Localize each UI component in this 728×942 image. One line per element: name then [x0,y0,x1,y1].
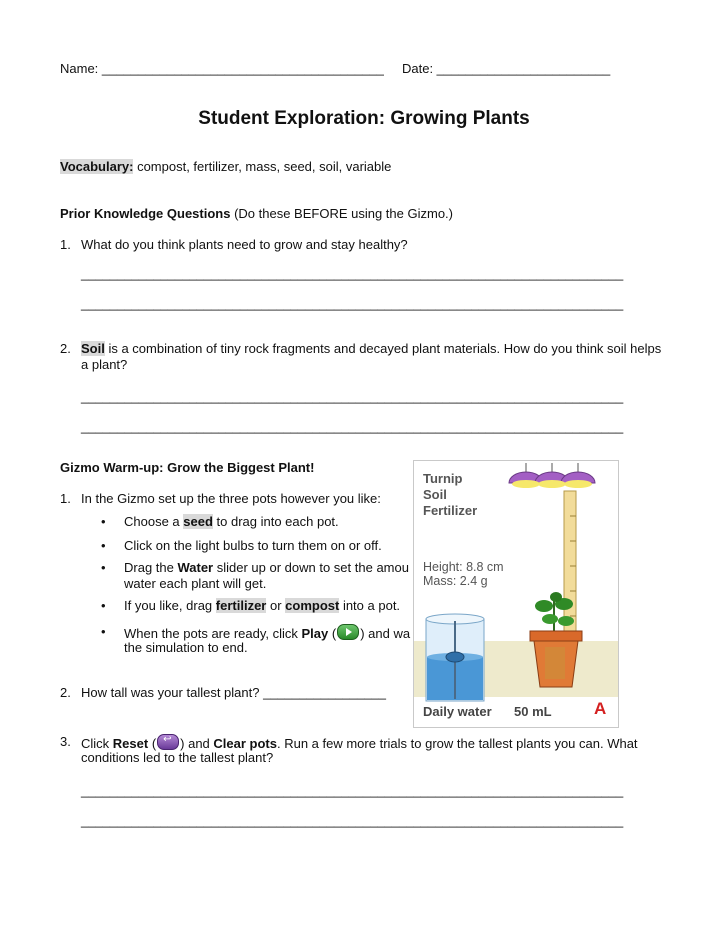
grow-lights[interactable] [509,463,595,488]
gizmo-simulation-panel [413,460,619,728]
pk-q1-answer-line-2[interactable]: ___________________________________________________________________________ [81,296,624,311]
clear-pots-term: Clear pots [213,736,277,751]
bullet-water-post: slider up or down to set the amou [213,560,409,575]
pk-q2-number: 2. [60,341,71,356]
bullet-water-line2: water each plant will get. [124,576,267,591]
pot-letter: A [594,699,607,718]
water-term: Water [177,560,214,575]
seed-term: seed [183,514,213,529]
vocabulary-label: Vocabulary: [60,159,134,174]
bullet-water [124,560,409,575]
bullet-water-pre: Drag the [124,560,178,575]
daily-water-value: 50 mL [514,704,552,719]
date-field[interactable]: Date: ________________________ [402,61,611,76]
wu-q2-text: How tall was your tallest plant? _________________ [81,685,386,700]
pk-q2-line2: a plant? [81,357,128,372]
bullet-seed-pre: Choose a [124,514,184,529]
wu-q1-text: In the Gizmo set up the three pots however you like: [81,491,381,506]
bullet-play-pre: When the pots are ready, click [124,626,302,641]
q3-post: . Run a few more trials to grow the tallest plants you can. What [276,736,638,751]
vocabulary-terms: compost, fertilizer, mass, seed, soil, variable [133,159,392,174]
bullet-play-line2: the simulation to end. [124,640,248,655]
prior-knowledge-heading [60,206,453,221]
reset-term: Reset [112,736,149,751]
reset-icon [157,734,179,750]
bullet-fertilizer [124,598,400,613]
wu-q3-number: 3. [60,734,71,749]
vocabulary-line [60,159,391,174]
soil-term: Soil [81,341,105,356]
bullet-seed [124,514,339,529]
warmup-heading: Gizmo Warm-up: Grow the Biggest Plant! [60,460,315,475]
bullet-fert-mid: or [266,598,286,613]
height-readout: Height: 8.8 cm [423,560,504,574]
pk-q1-answer-line-1[interactable]: ___________________________________________________________________________ [81,266,624,281]
q3-open: ( [148,736,157,751]
compost-term: compost [285,598,340,613]
prior-knowledge-note: (Do these BEFORE using the Gizmo.) [230,206,453,221]
seed-type-label: Turnip [423,471,463,486]
pk-q2-answer-line-1[interactable]: ___________________________________________________________________________ [81,389,624,404]
wu-q3-answer-line-1[interactable]: ___________________________________________________________________________ [81,783,624,798]
page-title: Student Exploration: Growing Plants [198,108,530,129]
wu-q3-text [81,734,638,751]
wu-q2-number: 2. [60,685,71,700]
bullet-play-close: ) and wa [360,626,411,641]
mass-readout: Mass: 2.4 g [423,574,488,588]
pk-q1-number: 1. [60,237,71,252]
bullet-play-open: ( [328,626,337,641]
name-field[interactable]: Name: _______________________________________ [60,61,384,76]
bullet-fert-post: into a pot. [339,598,401,613]
fertilizer-term: fertilizer [215,598,267,613]
ruler [564,491,576,651]
bullet-lights: • Click on the light bulbs to turn them on or off. [124,538,382,553]
pk-q2-answer-line-2[interactable]: ___________________________________________________________________________ [81,419,624,434]
q3-pre: Click [81,736,113,751]
medium-label: Soil [423,487,447,502]
play-icon [337,624,359,640]
wu-q3-answer-line-2[interactable]: ___________________________________________________________________________ [81,813,624,828]
q3-mid: ) and [180,736,214,751]
bullet-seed-post: to drag into each pot. [212,514,339,529]
pk-q2-text [81,341,661,356]
water-slider[interactable] [426,614,484,701]
prior-knowledge-title: Prior Knowledge Questions [60,206,231,221]
fertilizer-label: Fertilizer [423,503,478,518]
pk-q2-line1: is a combination of tiny rock fragments and decayed plant materials. How do you think soil helps [104,341,662,356]
play-term: Play [301,626,329,641]
daily-water-label: Daily water [423,704,492,719]
wu-q1-number: 1. [60,491,71,506]
bullet-fert-pre: If you like, drag [124,598,216,613]
bullet-play [124,624,410,641]
wu-q3-line2: conditions led to the tallest plant? [81,750,274,765]
pk-q1-text: What do you think plants need to grow and stay healthy? [81,237,408,252]
